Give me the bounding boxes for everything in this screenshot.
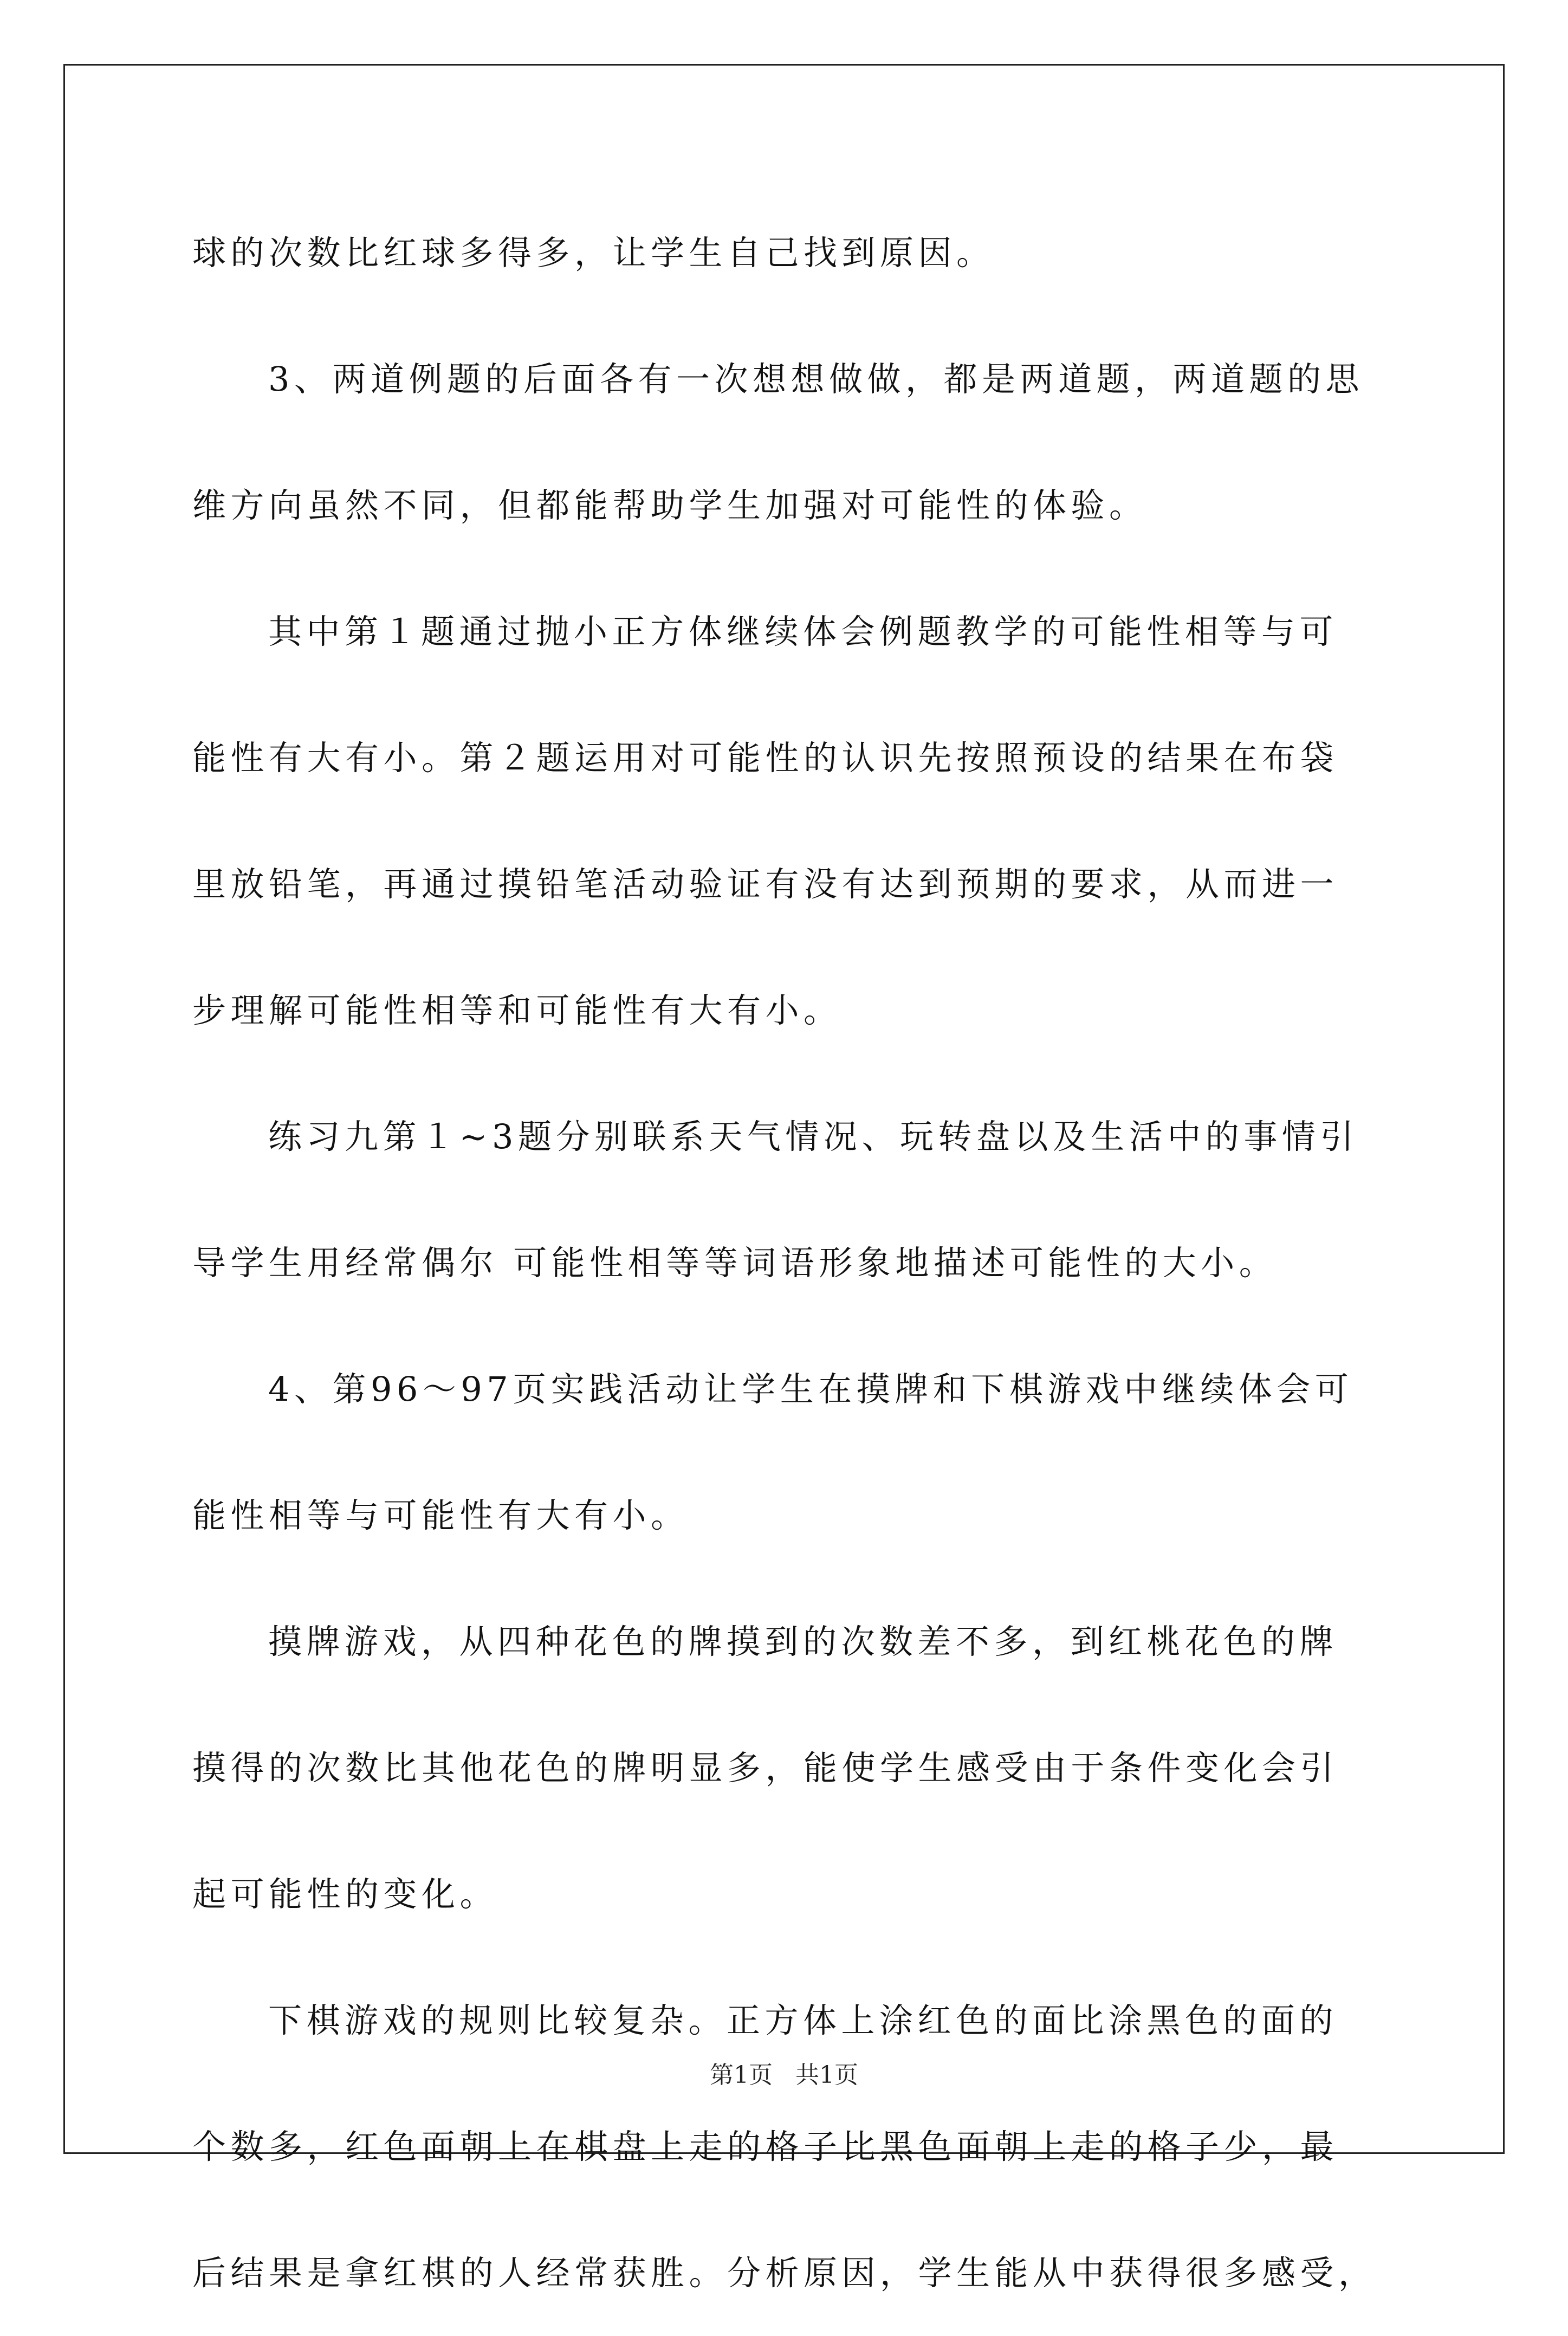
text-line: 后结果是拿红棋的人经常获胜。分析原因，学生能从中获得很多感受，	[192, 2253, 1377, 2293]
text-line: 维方向虽然不同，但都能帮助学生加强对可能性的体验。	[192, 486, 1148, 525]
text-line: 导学生用经常偶尔 可能性相等等词语形象地描述可能性的大小。	[192, 1243, 1278, 1283]
text-line: 摸得的次数比其他花色的牌明显多，能使学生感受由于条件变化会引	[192, 1748, 1339, 1788]
text-line: 能性相等与可能性有大有小。	[192, 1496, 689, 1535]
text-line: 摸牌游戏，从四种花色的牌摸到的次数差不多，到红桃花色的牌	[268, 1622, 1338, 1661]
text-line: 能性有大有小。第２题运用对可能性的认识先按照预设的结果在布袋	[192, 738, 1339, 778]
page-footer: 第1页 共1页	[710, 2061, 858, 2089]
text-line: 3、两道例题的后面各有一次想想做做，都是两道题，两道题的思	[268, 359, 1364, 399]
text-line: 里放铅笔，再通过摸铅笔活动验证有没有达到预期的要求，从而进一	[192, 864, 1339, 904]
text-line: 练习九第１~3题分别联系天气情况、玩转盘以及生活中的事情引	[268, 1117, 1358, 1156]
document-body	[192, 190, 1384, 2336]
text-line: 其中第１题通过抛小正方体继续体会例题教学的可能性相等与可	[268, 612, 1338, 651]
text-line: 步理解可能性相等和可能性有大有小。	[192, 991, 842, 1030]
text-line: 球的次数比红球多得多，让学生自己找到原因。	[192, 233, 995, 273]
text-line: 个数多，红色面朝上在棋盘上走的格子比黑色面朝上走的格子少，最	[192, 2127, 1339, 2166]
text-line: 下棋游戏的规则比较复杂。正方体上涂红色的面比涂黑色的面的	[268, 2001, 1338, 2040]
text-line: 4、第96～97页实践活动让学生在摸牌和下棋游戏中继续体会可	[268, 1369, 1353, 1409]
text-line: 起可能性的变化。	[192, 1874, 498, 1914]
